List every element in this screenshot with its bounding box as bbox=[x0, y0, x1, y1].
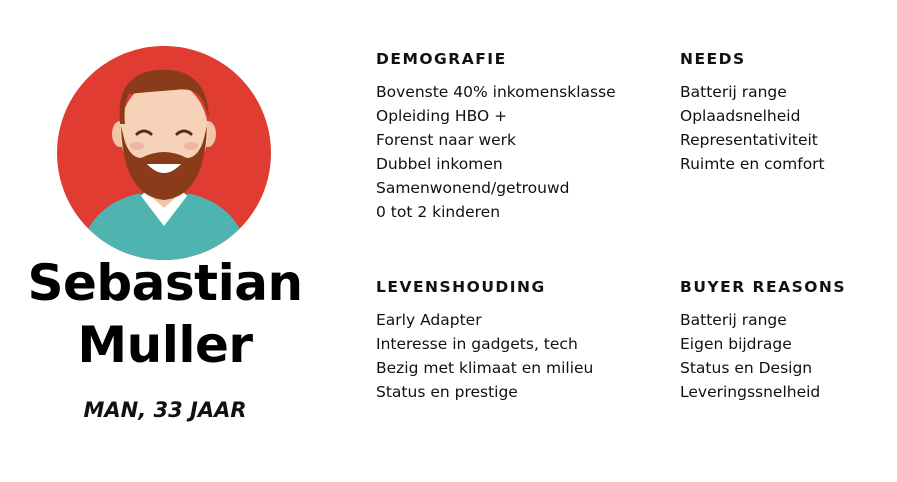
list-item: Early Adapter bbox=[376, 311, 482, 329]
list-item: Samenwonend/getrouwd bbox=[376, 179, 570, 197]
section-list bbox=[680, 308, 846, 404]
list-item: Opleiding HBO + bbox=[376, 107, 508, 125]
persona-name bbox=[0, 252, 330, 376]
section-list bbox=[376, 80, 616, 224]
list-item: Bovenste 40% inkomensklasse bbox=[376, 83, 616, 101]
persona-subtitle: MAN, 33 JAAR bbox=[83, 398, 247, 422]
list-item: Eigen bijdrage bbox=[680, 335, 792, 353]
list-item: Ruimte en comfort bbox=[680, 155, 825, 173]
list-item: Oplaadsnelheid bbox=[680, 107, 801, 125]
persona-first-name: Sebastian bbox=[27, 254, 303, 312]
section-title: BUYER REASONS bbox=[680, 278, 847, 296]
section-title: NEEDS bbox=[680, 50, 746, 68]
list-item: Batterij range bbox=[680, 311, 787, 329]
section-levenshouding bbox=[376, 278, 593, 404]
section-needs bbox=[680, 50, 825, 176]
list-item: Bezig met klimaat en milieu bbox=[376, 359, 594, 377]
section-list bbox=[680, 80, 825, 176]
section-demografie bbox=[376, 50, 616, 224]
persona-last-name: Muller bbox=[77, 316, 253, 374]
list-item: Forenst naar werk bbox=[376, 131, 516, 149]
list-item: Status en prestige bbox=[376, 383, 518, 401]
section-title: DEMOGRAFIE bbox=[376, 50, 507, 68]
section-buyer-reasons bbox=[680, 278, 846, 404]
list-item: Batterij range bbox=[680, 83, 787, 101]
list-item: Interesse in gadgets, tech bbox=[376, 335, 578, 353]
list-item: Representativiteit bbox=[680, 131, 818, 149]
bearded-man-avatar-icon bbox=[57, 46, 271, 260]
list-item: Status en Design bbox=[680, 359, 813, 377]
section-title: LEVENSHOUDING bbox=[376, 278, 546, 296]
list-item: Dubbel inkomen bbox=[376, 155, 503, 173]
section-list bbox=[376, 308, 593, 404]
list-item: Leveringssnelheid bbox=[680, 383, 821, 401]
list-item: 0 tot 2 kinderen bbox=[376, 203, 501, 221]
